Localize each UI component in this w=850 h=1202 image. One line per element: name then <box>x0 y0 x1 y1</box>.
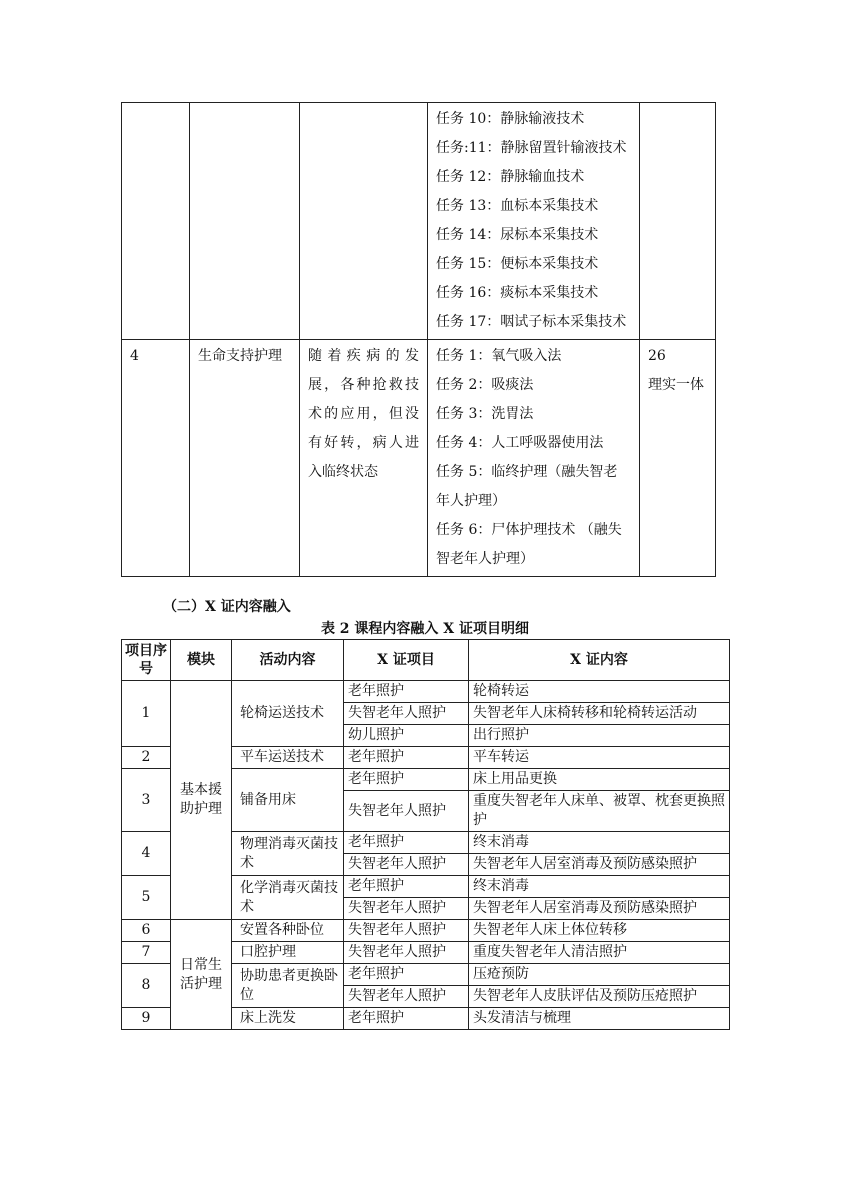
row-no: 6 <box>122 920 171 942</box>
table-row <box>122 103 716 340</box>
header-module: 模块 <box>171 640 232 681</box>
activity-cell: 铺备用床 <box>232 769 344 832</box>
cell-module <box>190 103 300 340</box>
table-caption: 表 2 课程内容融入 X 证项目明细 <box>320 621 530 637</box>
row-no: 7 <box>122 942 171 964</box>
x-item-cell: 老年照护 <box>344 832 469 854</box>
cell-module: 生命支持护理 <box>190 340 300 577</box>
task-item: 任务 10：静脉输液技术 <box>436 111 585 127</box>
x-item-cell: 老年照护 <box>344 681 469 703</box>
x-item-cell: 失智老年人照护 <box>344 920 469 942</box>
x-item-cell: 老年照护 <box>344 747 469 769</box>
task-item: 任务 5：临终护理（融失智老年人护理） <box>436 464 618 509</box>
row-no: 5 <box>122 876 171 920</box>
x-item-cell: 失智老年人照护 <box>344 854 469 876</box>
course-task-table <box>121 102 716 577</box>
teaching-mode: 理实一体 <box>648 377 704 393</box>
x-item-cell: 老年照护 <box>344 1008 469 1030</box>
x-content-cell: 失智老年人床椅转移和轮椅转运活动 <box>469 703 730 725</box>
x-content-cell: 终末消毒 <box>469 876 730 898</box>
x-content-cell: 失智老年人居室消毒及预防感染照护 <box>469 854 730 876</box>
cell-hours <box>640 340 716 577</box>
task-item: 任务 14：尿标本采集技术 <box>436 227 599 243</box>
cell-tasks <box>428 103 640 340</box>
task-item: 任务 1：氧气吸入法 <box>436 348 562 364</box>
x-content-cell: 轮椅转运 <box>469 681 730 703</box>
row-no: 4 <box>122 832 171 876</box>
table-row <box>122 340 716 577</box>
task-item: 任务 6：尸体护理技术 （融失智老年人护理） <box>436 522 622 567</box>
x-item-cell: 幼儿照护 <box>344 725 469 747</box>
activity-cell: 床上洗发 <box>232 1008 344 1030</box>
x-item-cell: 老年照护 <box>344 876 469 898</box>
row-no: 3 <box>122 769 171 832</box>
task-item: 任务 2：吸痰法 <box>436 377 534 393</box>
x-certificate-table <box>121 639 730 1030</box>
task-item: 任务 15：便标本采集技术 <box>436 256 599 272</box>
cell-scenario <box>300 103 428 340</box>
x-item-cell: 失智老年人照护 <box>344 703 469 725</box>
x-item-cell: 失智老年人照护 <box>344 986 469 1008</box>
x-content-cell: 头发清洁与梳理 <box>469 1008 730 1030</box>
x-content-cell: 失智老年人皮肤评估及预防压疮照护 <box>469 986 730 1008</box>
header-x-item: X 证项目 <box>344 640 469 681</box>
x-content-cell: 重度失智老年人清洁照护 <box>469 942 730 964</box>
x-content-cell: 失智老年人床上体位转移 <box>469 920 730 942</box>
cell-scenario: 随着疾病的发展，各种抢救技术的应用，但没有好转，病人进入临终状态 <box>300 340 428 577</box>
activity-cell: 轮椅运送技术 <box>232 681 344 747</box>
table-row <box>122 920 730 942</box>
x-item-cell: 失智老年人照护 <box>344 898 469 920</box>
section-heading: （二）X 证内容融入 <box>163 599 291 615</box>
cell-hours <box>640 103 716 340</box>
header-row <box>122 640 730 681</box>
row-no: 2 <box>122 747 171 769</box>
activity-cell: 物理消毒灭菌技术 <box>232 832 344 876</box>
cell-no <box>122 103 190 340</box>
x-content-cell: 终末消毒 <box>469 832 730 854</box>
hours-value: 26 <box>648 348 666 364</box>
activity-cell: 化学消毒灭菌技术 <box>232 876 344 920</box>
x-content-cell: 重度失智老年人床单、被罩、枕套更换照护 <box>469 791 730 832</box>
cell-tasks <box>428 340 640 577</box>
cell-no: 4 <box>122 340 190 577</box>
x-content-cell: 平车转运 <box>469 747 730 769</box>
header-x-content: X 证内容 <box>469 640 730 681</box>
task-item: 任务 4：人工呼吸器使用法 <box>436 435 604 451</box>
task-item: 任务 16：痰标本采集技术 <box>436 285 599 301</box>
activity-cell: 平车运送技术 <box>232 747 344 769</box>
table-row <box>122 681 730 703</box>
module-cell: 日常生活护理 <box>171 920 232 1030</box>
x-content-cell: 出行照护 <box>469 725 730 747</box>
task-item: 任务 13：血标本采集技术 <box>436 198 599 214</box>
activity-cell: 协助患者更换卧位 <box>232 964 344 1008</box>
module-cell: 基本援助护理 <box>171 681 232 920</box>
header-no: 项目序号 <box>122 640 171 681</box>
task-item: 任务 3：洗胃法 <box>436 406 534 422</box>
task-item: 任务:11：静脉留置针输液技术 <box>436 140 627 156</box>
row-no: 8 <box>122 964 171 1008</box>
activity-cell: 口腔护理 <box>232 942 344 964</box>
task-item: 任务 12：静脉输血技术 <box>436 169 585 185</box>
x-content-cell: 床上用品更换 <box>469 769 730 791</box>
x-item-cell: 失智老年人照护 <box>344 791 469 832</box>
x-item-cell: 失智老年人照护 <box>344 942 469 964</box>
header-activity: 活动内容 <box>232 640 344 681</box>
activity-cell: 安置各种卧位 <box>232 920 344 942</box>
x-content-cell: 失智老年人居室消毒及预防感染照护 <box>469 898 730 920</box>
x-content-cell: 压疮预防 <box>469 964 730 986</box>
task-item: 任务 17：咽试子标本采集技术 <box>436 314 627 330</box>
x-item-cell: 老年照护 <box>344 964 469 986</box>
x-item-cell: 老年照护 <box>344 769 469 791</box>
row-no: 1 <box>122 681 171 747</box>
row-no: 9 <box>122 1008 171 1030</box>
